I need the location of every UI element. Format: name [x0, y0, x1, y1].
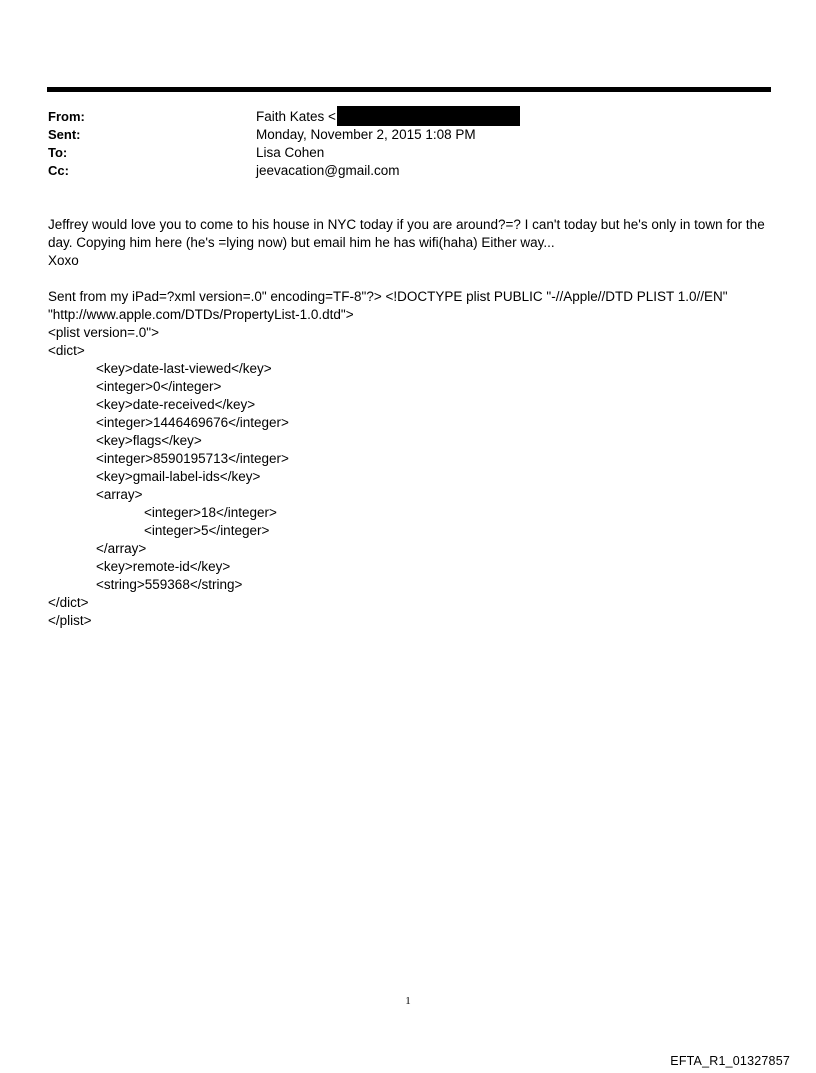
signature-line: Sent from my iPad=?xml version=.0" encoding=TF-8"?> <!DOCTYPE plist PUBLIC "-//Apple//DTD PLIST 1.0//EN" [48, 289, 728, 304]
xml-line: <key>remote-id</key> [96, 559, 231, 574]
body-line: Jeffrey would love you to come to his house in NYC today if you are around?=? I can't today but he's only in town for the [48, 217, 765, 232]
from-label: From: [48, 109, 85, 124]
header-from [48, 108, 520, 126]
header-cc [48, 162, 520, 180]
bates-number: EFTA_R1_01327857 [670, 1054, 790, 1068]
body-signoff: Xoxo [48, 253, 79, 268]
xml-line: </array> [96, 541, 147, 556]
header-rule [47, 87, 771, 92]
email-headers [48, 108, 520, 180]
xml-line: <array> [96, 487, 143, 502]
signature-line: "http://www.apple.com/DTDs/PropertyList-1.0.dtd"> [48, 307, 354, 322]
to-value: Lisa Cohen [256, 145, 325, 160]
xml-line: <key>date-last-viewed</key> [96, 361, 272, 376]
xml-line: <key>flags</key> [96, 433, 202, 448]
xml-line: </dict> [48, 595, 89, 610]
plist-xml-block [48, 324, 778, 630]
sent-label: Sent: [48, 127, 81, 142]
xml-line: <integer>18</integer> [144, 505, 277, 520]
from-value: Faith Kates < [256, 109, 336, 124]
sent-value: Monday, November 2, 2015 1:08 PM [256, 127, 476, 142]
xml-line: <string>559368</string> [96, 577, 243, 592]
to-label: To: [48, 145, 68, 160]
cc-label: Cc: [48, 163, 69, 178]
header-to [48, 144, 520, 162]
redaction-box [337, 106, 520, 126]
xml-line: <integer>1446469676</integer> [96, 415, 289, 430]
xml-line: <key>date-received</key> [96, 397, 256, 412]
email-body [48, 216, 778, 630]
body-line: day. Copying him here (he's =lying now) but email him he has wifi(haha) Either way... [48, 235, 555, 250]
xml-line: <dict> [48, 343, 85, 358]
xml-line: <integer>0</integer> [96, 379, 222, 394]
xml-line: <integer>8590195713</integer> [96, 451, 289, 466]
xml-line: <plist version=.0"> [48, 325, 159, 340]
xml-line: <key>gmail-label-ids</key> [96, 469, 261, 484]
header-sent [48, 126, 520, 144]
xml-line: <integer>5</integer> [144, 523, 270, 538]
cc-value: jeevacation@gmail.com [256, 163, 400, 178]
page-number: 1 [405, 995, 411, 1007]
xml-line: </plist> [48, 613, 92, 628]
